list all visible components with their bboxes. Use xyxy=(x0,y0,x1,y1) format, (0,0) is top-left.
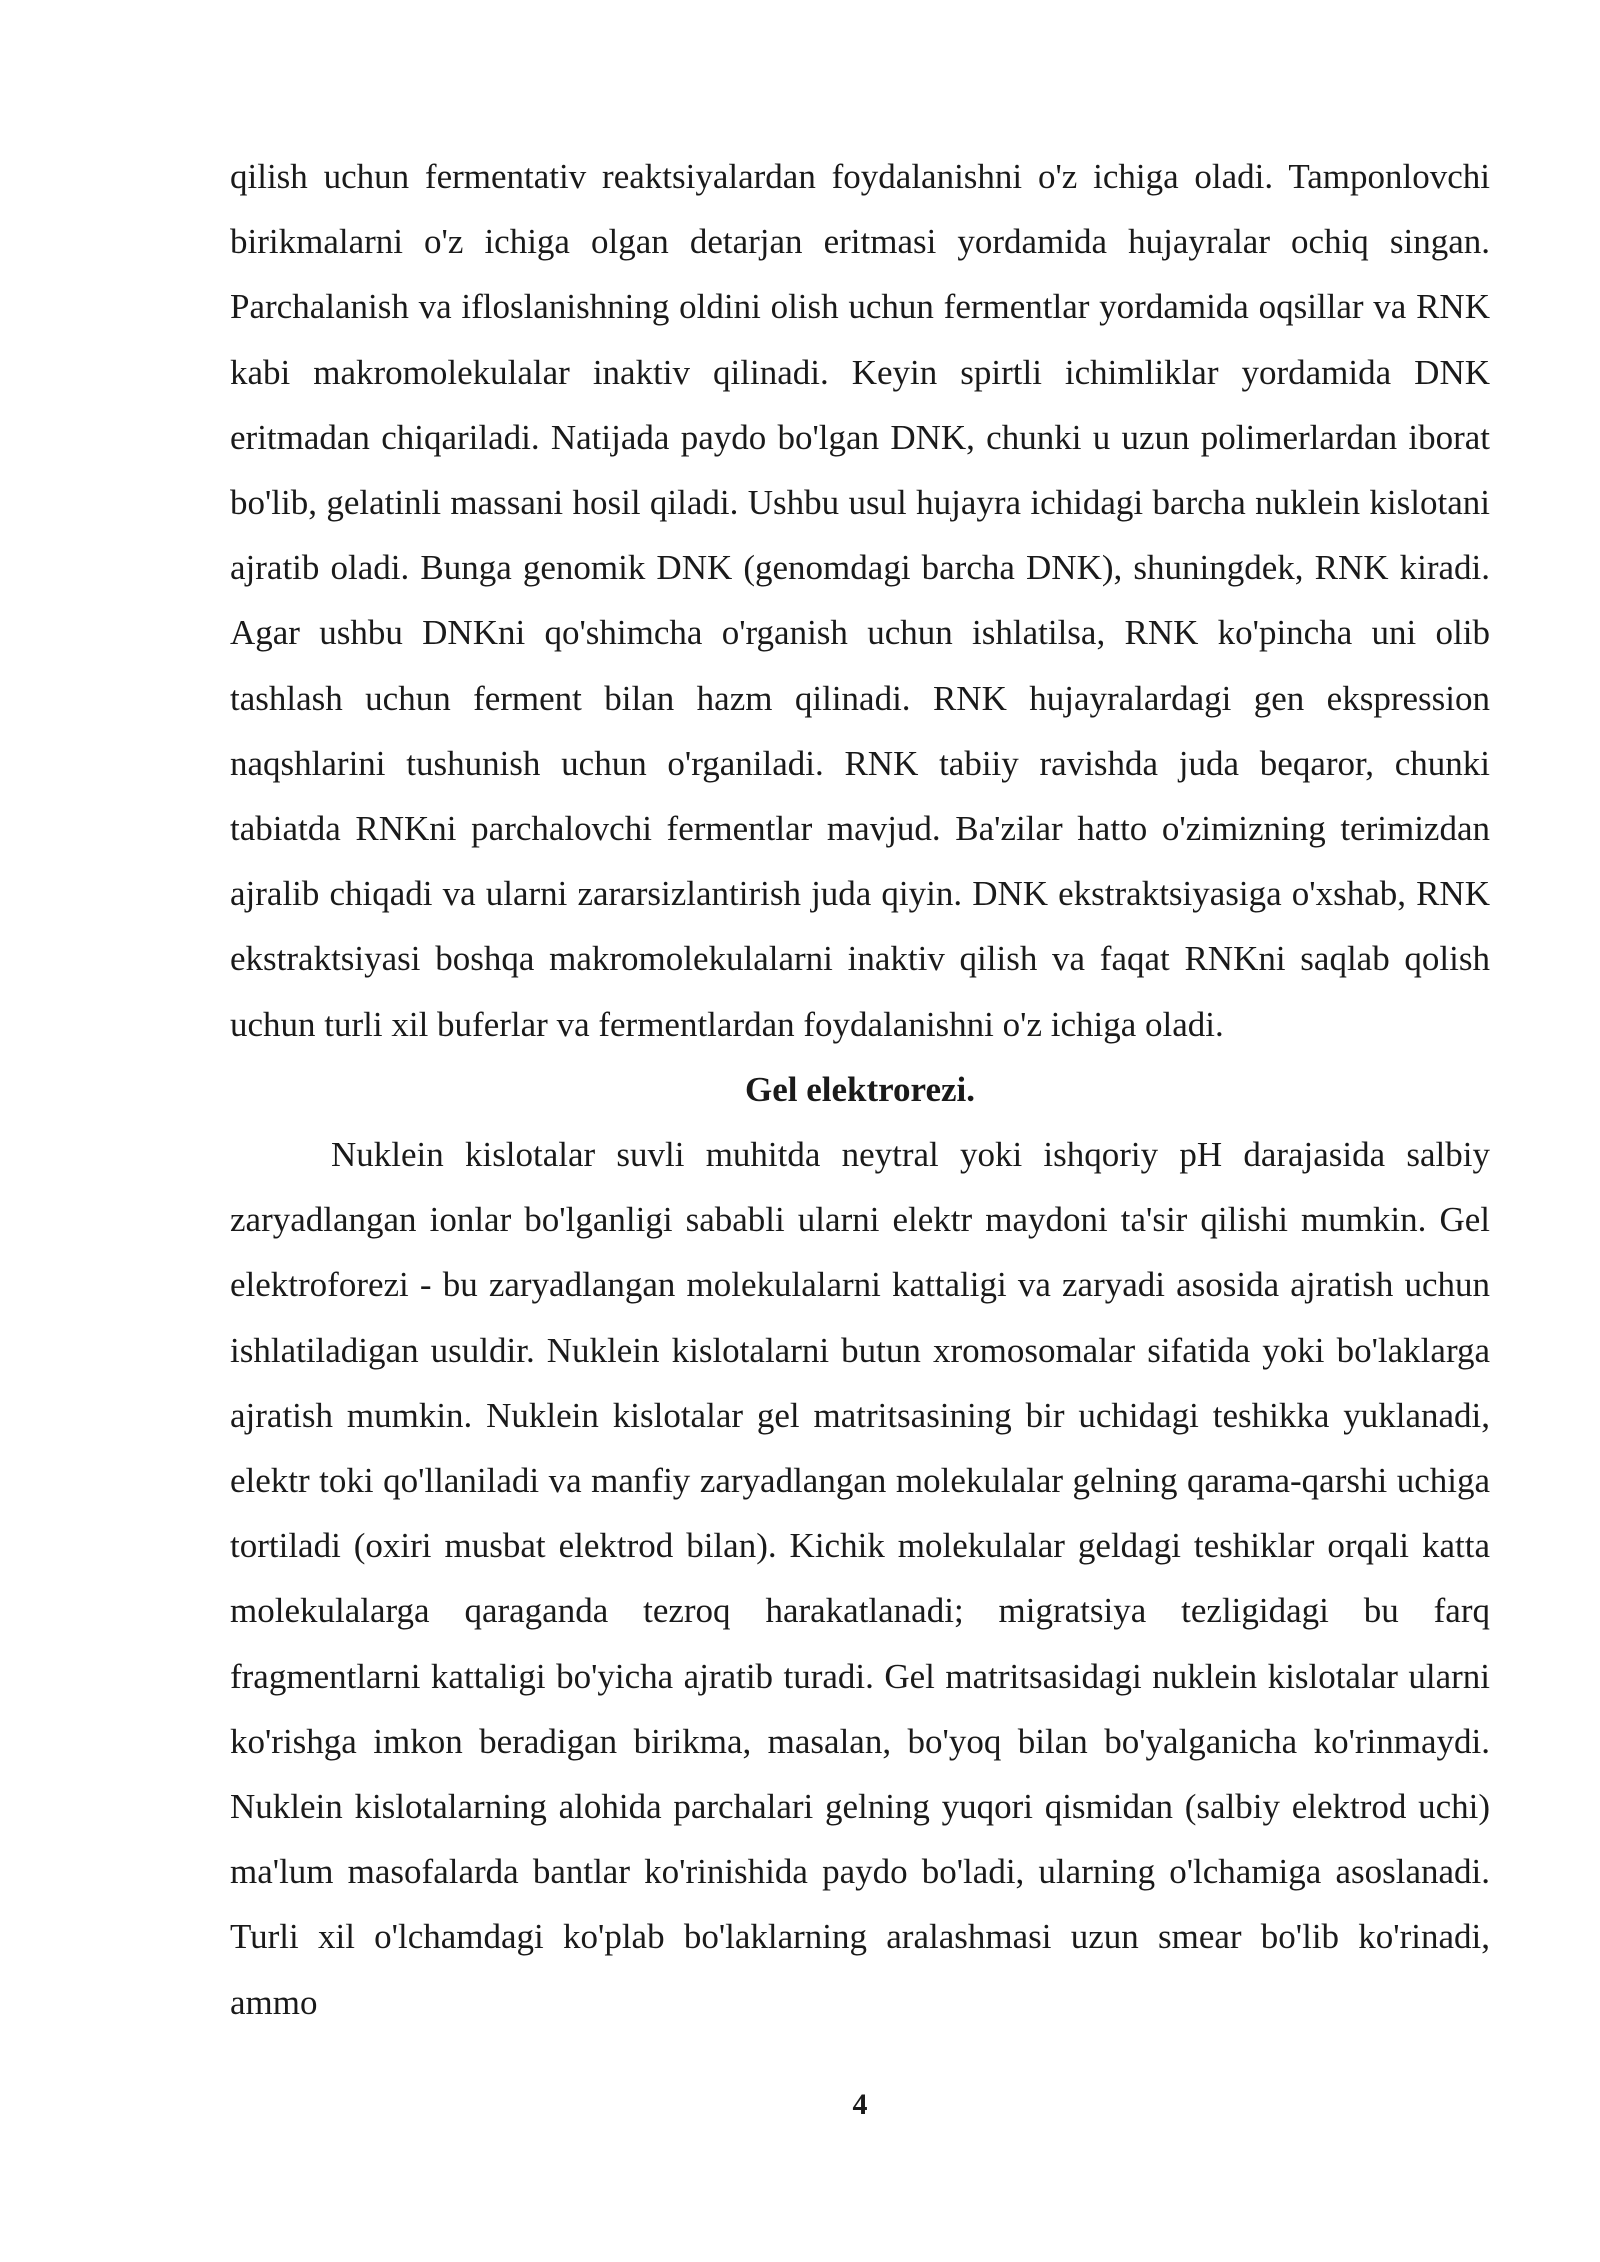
page-number: 4 xyxy=(852,2088,868,2121)
body-paragraph: Nuklein kislotalar suvli muhitda neytral yoki ishqoriy pH darajasida salbiy zaryadlangan ionlar bo'lganligi sababli ularni elektr maydoni ta'sir qilishi mumkin. Gel elektroforezi - bu zaryadlangan molekulalarni kattaligi va zaryadi asosida ajratish uchun ishlatiladigan usuldir. Nuklein kislotalarni butun xromosomalar sifatida yoki bo'laklarga ajratish mumkin. Nuklein kislotalar gel matritsasining bir uchidagi teshikka yuklanadi, elektr toki qo'llaniladi va manfiy zaryadlangan molekulalar gelning qarama-qarshi uchiga tortiladi (oxiri musbat elektrod bilan). Kichik molekulalar geldagi teshiklar orqali katta molekulalarga qaraganda tezroq harakatlanadi; migratsiya tezligidagi bu farq fragmentlarni kattaligi bo'yicha ajratib turadi. Gel matritsasidagi nuklein kislotalar ularni ko'rishga imkon beradigan birikma, masalan, bo'yoq bilan bo'yalganicha ko'rinmaydi. Nuklein kislotalarning alohida parchalari gelning yuqori qismidan (salbiy elektrod uchi) ma'lum masofalarda bantlar ko'rinishida paydo bo'ladi, ularning o'lchamiga asoslanadi. Turli xil o'lchamdagi ko'plab bo'laklarning aralashmasi uzun smear bo'lib ko'rinadi, ammo xyxy=(230,1135,1490,2022)
section-heading: Gel elektrorezi. xyxy=(745,1069,975,1109)
page-body xyxy=(230,144,1490,2035)
body-paragraph: qilish uchun fermentativ reaktsiyalardan foydalanishni o'z ichiga oladi. Tamponlovchi birikmalarni o'z ichiga olgan detarjan eritmasi yordamida hujayralar ochiq singan. Parchalanish va ifloslanishning oldini olish uchun fermentlar yordamida oqsillar va RNK kabi makromolekulalar inaktiv qilinadi. Keyin spirtli ichimliklar yordamida DNK eritmadan chiqariladi. Natijada paydo bo'lgan DNK, chunki u uzun polimerlardan iborat bo'lib, gelatinli massani hosil qiladi. Ushbu usul hujayra ichidagi barcha nuklein kislotani ajratib oladi. Bunga genomik DNK (genomdagi barcha DNK), shuningdek, RNK kiradi. Agar ushbu DNKni qo'shimcha o'rganish uchun ishlatilsa, RNK ko'pincha uni olib tashlash uchun ferment bilan hazm qilinadi. RNK hujayralardagi gen ekspression naqshlarini tushunish uchun o'rganiladi. RNK tabiiy ravishda juda beqaror, chunki tabiatda RNKni parchalovchi fermentlar mavjud. Ba'zilar hatto o'zimizning terimizdan ajralib chiqadi va ularni zararsizlantirish juda qiyin. DNK ekstraktsiyasiga o'xshab, RNK ekstraktsiyasi boshqa makromolekulalarni inaktiv qilish va faqat RNKni saqlab qolish uchun turli xil buferlar va fermentlardan foydalanishni o'z ichiga oladi. xyxy=(230,157,1490,1044)
